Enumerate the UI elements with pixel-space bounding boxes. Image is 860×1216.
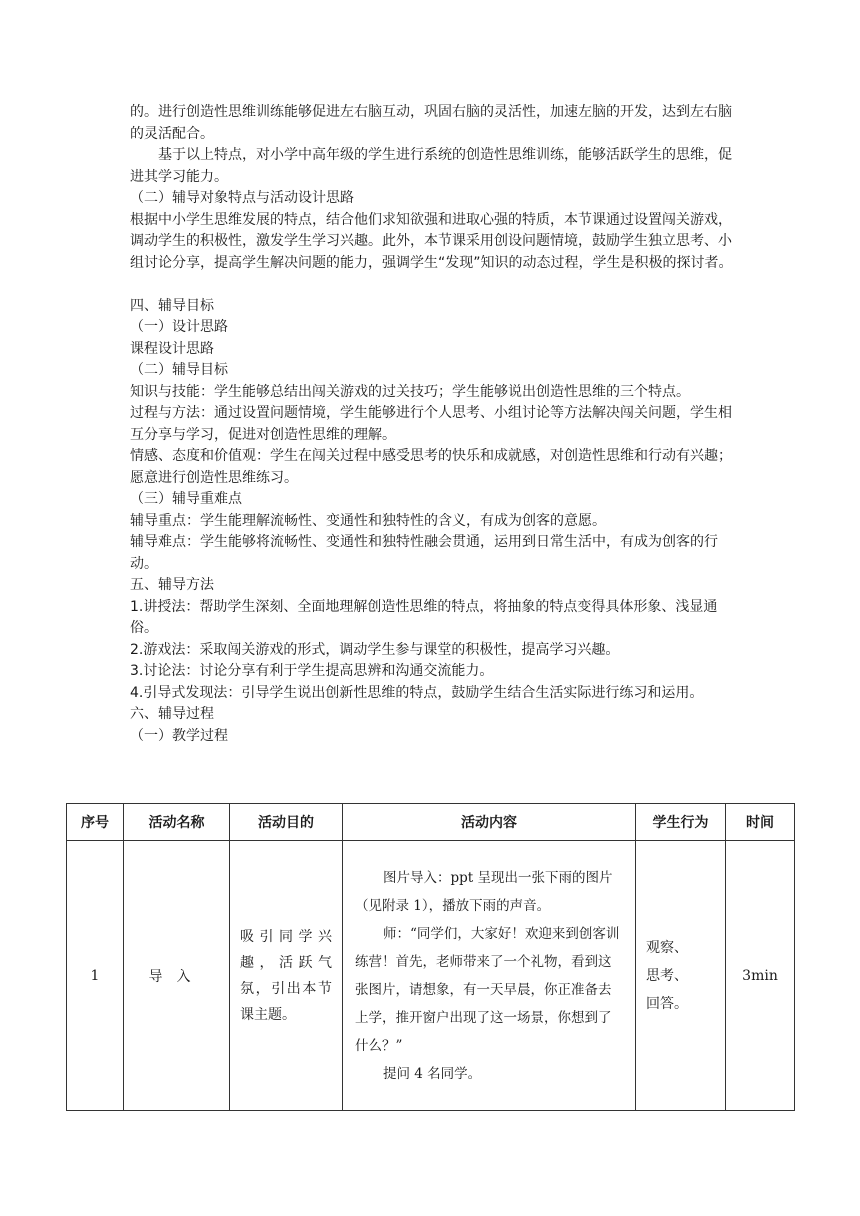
subsection-heading: （一）教学过程 <box>130 727 228 744</box>
activity-content <box>343 841 636 1111</box>
header-cell: 时间 <box>726 804 795 841</box>
table-row <box>67 841 795 1111</box>
paragraph: 过程与方法：通过设置问题情境，学生能够进行个人思考、小组讨论等方法解决闯关问题，学生相互分享与学习，促进对创造性思维的理解。 <box>130 405 732 443</box>
activity-name: 导入 <box>124 841 230 1111</box>
header-cell: 学生行为 <box>636 804 726 841</box>
behavior-line: 思考、 <box>646 967 688 984</box>
paragraph: 课程设计思路 <box>130 340 214 357</box>
activity-purpose: 吸引同学兴趣，活跃气氛，引出本节课主题。 <box>230 841 343 1111</box>
list-item: 2.游戏法：采取闯关游戏的形式，调动学生参与课堂的积极性，提高学习兴趣。 <box>130 641 620 658</box>
activity-time: 3min <box>726 841 795 1111</box>
content-paragraph: 图片导入：ppt 呈现出一张下雨的图片（见附录 1），播放下雨的声音。 <box>355 869 613 914</box>
blank-line <box>130 274 735 296</box>
table-header-row <box>67 804 795 841</box>
content-paragraph: 师：“同学们，大家好！欢迎来到创客训练营！首先，老师带来了一个礼物，看到这张图片，请想象，有一天早晨，你正准备去上学，推开窗户出现了这一场景，你想到了什么？” <box>355 925 620 1054</box>
header-cell: 活动目的 <box>230 804 343 841</box>
section-heading: 四、辅导目标 <box>130 297 214 314</box>
section-heading: （二）辅导对象特点与活动设计思路 <box>130 190 354 206</box>
subsection-heading: （一）设计思路 <box>130 319 228 335</box>
content-paragraph: 提问 4 名同学。 <box>383 1065 482 1082</box>
header-cell: 活动名称 <box>124 804 230 841</box>
teaching-process-table <box>66 803 795 1111</box>
header-cell: 序号 <box>67 804 124 841</box>
list-item: 1.讲授法：帮助学生深刻、全面地理解创造性思维的特点，将抽象的特点变得具体形象、浅显通俗。 <box>130 598 718 636</box>
paragraph: 根据中小学生思维发展的特点，结合他们求知欲强和进取心强的特质，本节课通过设置闯关游戏，调动学生的积极性，激发学生学习兴趣。此外，本节课采用创设问题情境，鼓励学生独立思考、小组讨论分享，提高学生解决问题的能力，强调学生“发现”知识的动态过程，学生是积极的探讨者。 <box>130 211 733 271</box>
section-heading: 六、辅导过程 <box>130 706 214 722</box>
list-item: 3.讨论法：讨论分享有利于学生提高思辨和沟通交流能力。 <box>130 663 494 679</box>
row-number: 1 <box>67 841 124 1111</box>
body-text <box>130 102 735 747</box>
behavior-line: 观察、 <box>646 939 688 956</box>
behavior-line: 回答。 <box>646 995 688 1012</box>
student-behavior <box>636 841 726 1111</box>
header-cell: 活动内容 <box>343 804 636 841</box>
paragraph: 辅导难点：学生能够将流畅性、变通性和独特性融会贯通，运用到日常生活中，有成为创客的行动。 <box>130 534 718 572</box>
paragraph: 基于以上特点，对小学中高年级的学生进行系统的创造性思维训练，能够活跃学生的思维，促进其学习能力。 <box>130 147 732 185</box>
list-item: 4.引导式发现法：引导学生说出创新性思维的特点，鼓励学生结合生活实际进行练习和运用。 <box>130 684 704 701</box>
subsection-heading: （二）辅导目标 <box>130 362 228 378</box>
paragraph: 情感、态度和价值观：学生在闯关过程中感受思考的快乐和成就感，对创造性思维和行动有兴趣；愿意进行创造性思维练习。 <box>130 448 732 486</box>
paragraph: 的。进行创造性思维训练能够促进左右脑互动，巩固右脑的灵活性，加速左脑的开发，达到左右脑的灵活配合。 <box>130 104 732 142</box>
section-heading: 五、辅导方法 <box>130 577 214 593</box>
paragraph: 辅导重点：学生能理解流畅性、变通性和独特性的含义，有成为创客的意愿。 <box>130 512 606 529</box>
paragraph: 知识与技能：学生能够总结出闯关游戏的过关技巧；学生能够说出创造性思维的三个特点。 <box>130 383 690 400</box>
subsection-heading: （三）辅导重难点 <box>130 491 242 507</box>
